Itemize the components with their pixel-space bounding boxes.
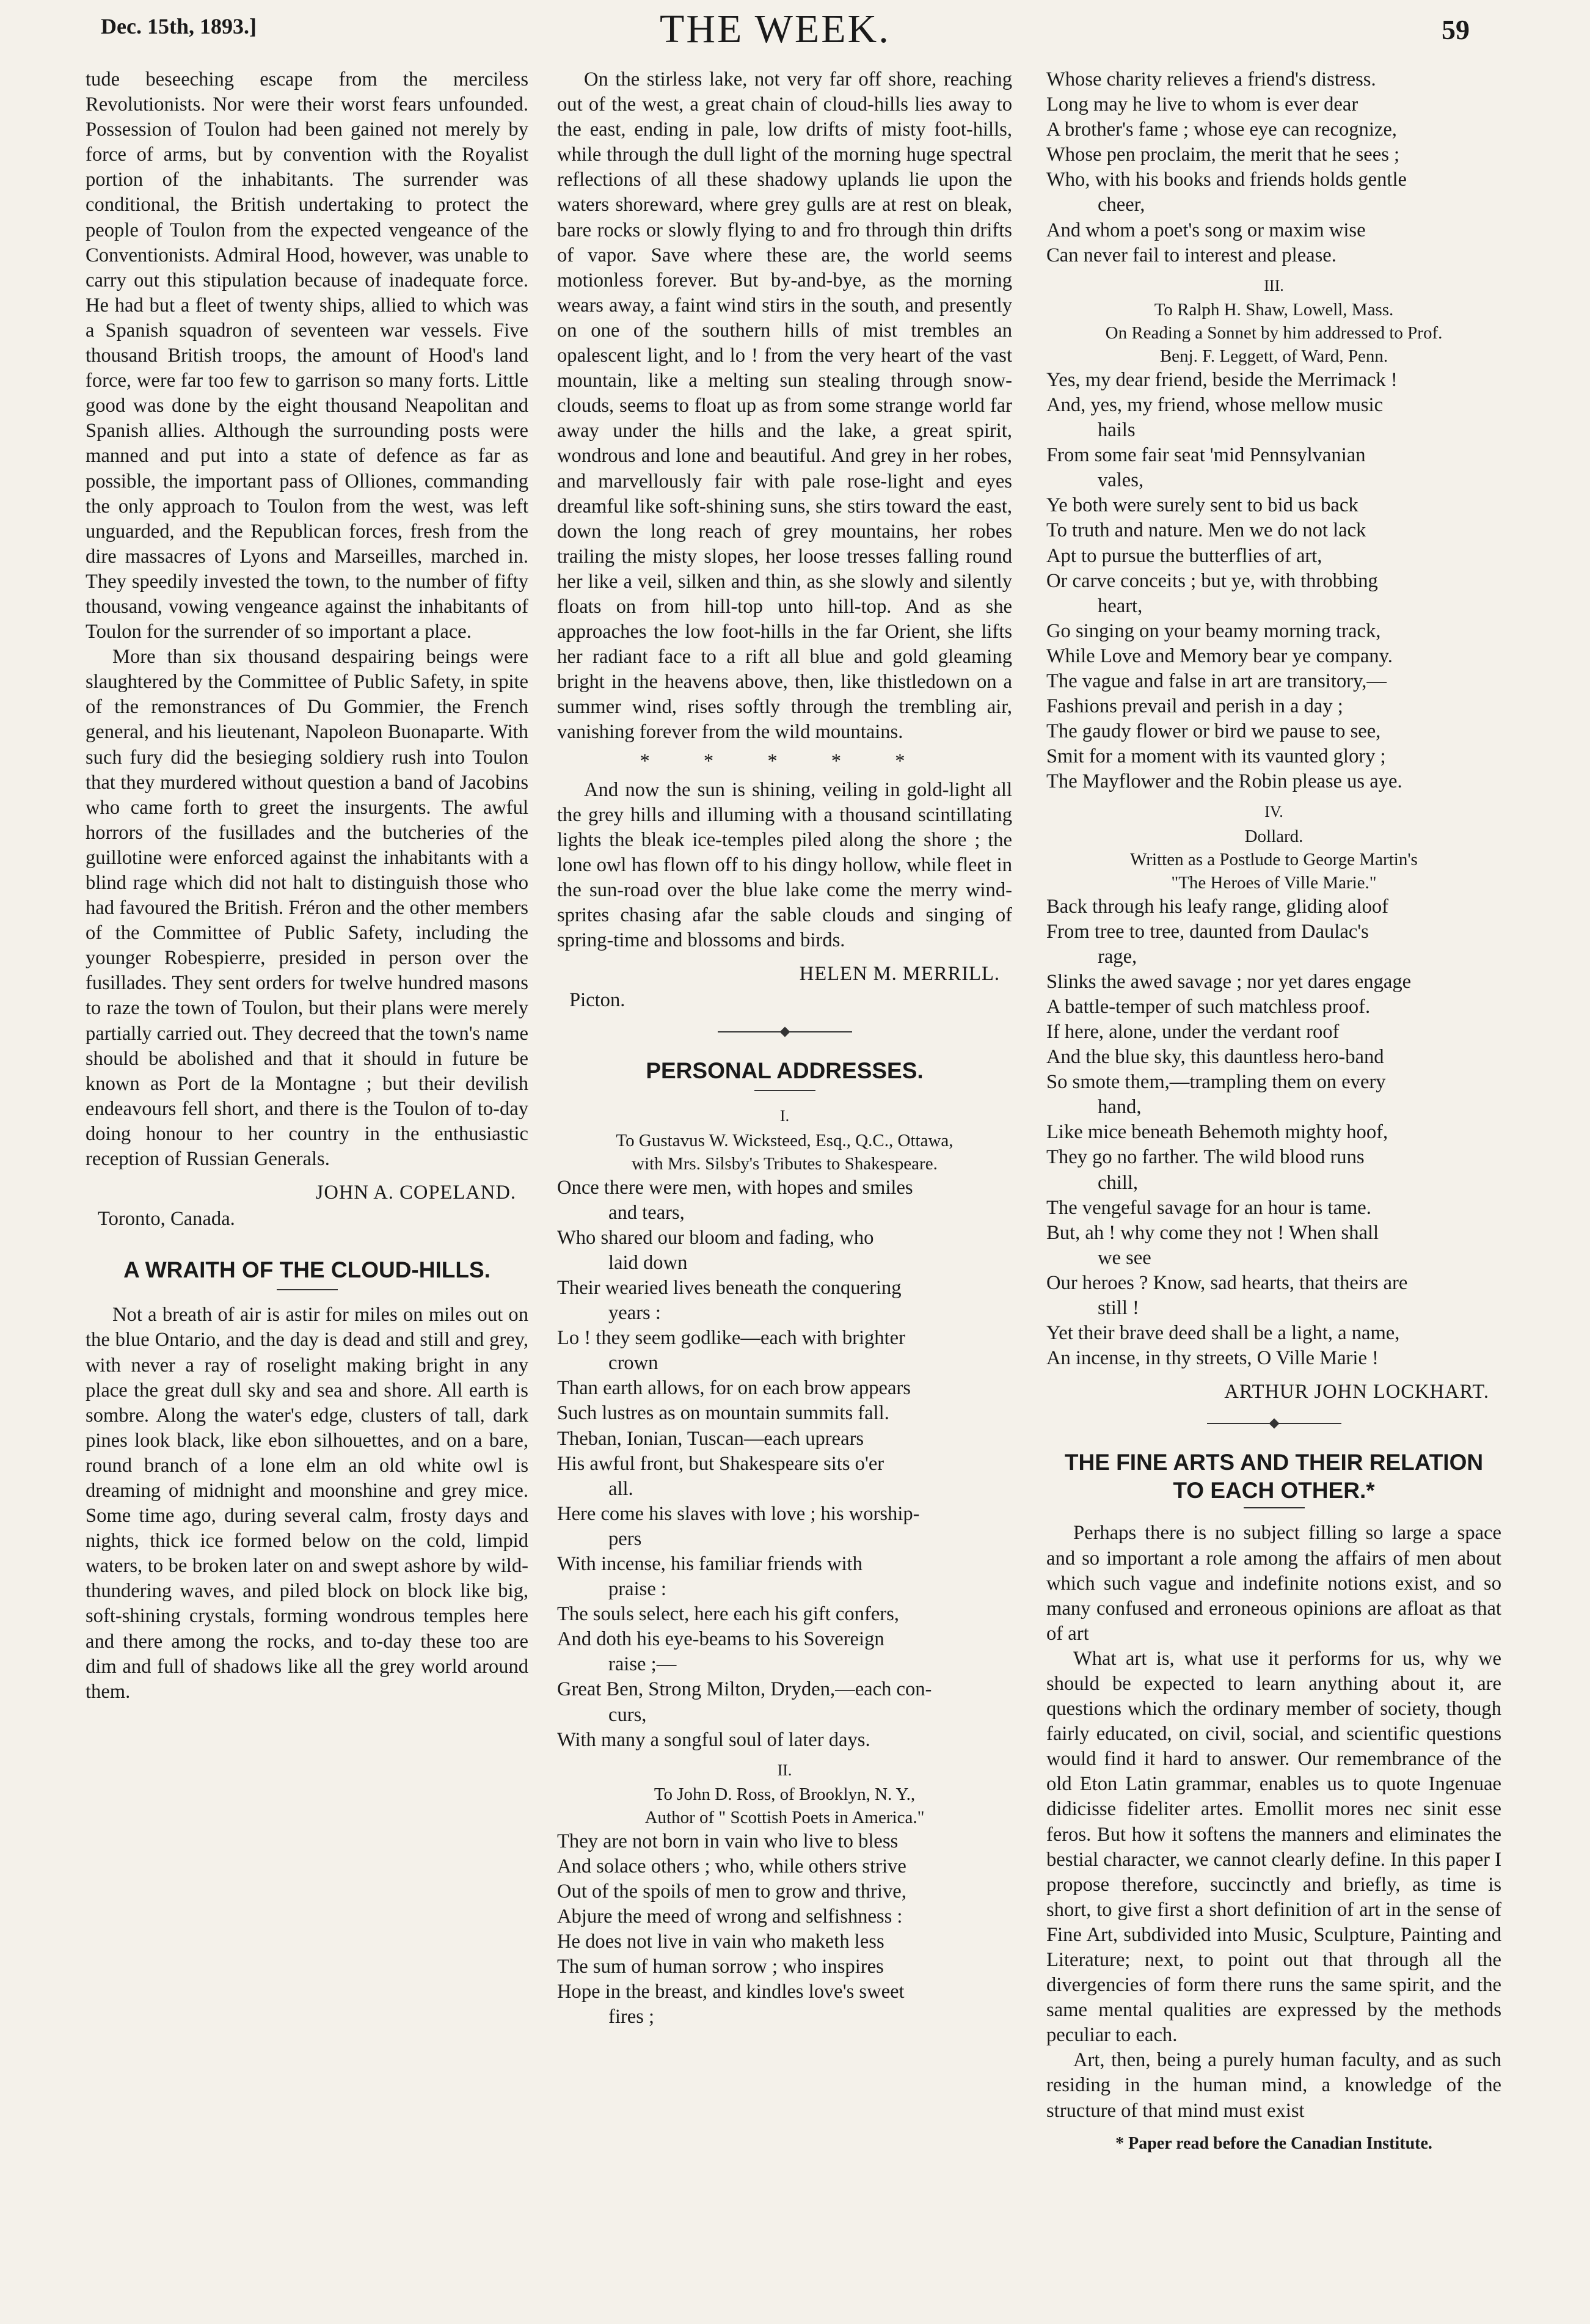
author-signature: JOHN A. COPELAND.: [315, 1182, 516, 1204]
wraith-paragraph-3: And now the sun is shining, veiling in gold-light all the grey hills and illuming with a thousand scintillating lights the bleak ice-temples piled along the shore ; the lone owl has flown off to his dingy hollow, while fleet in the sun-road over the blue lake come the merry wind-sprites chasing afar the sable clouds and singing of spring-time and blossoms and birds.: [557, 778, 1012, 952]
title-rule: [277, 1289, 338, 1290]
fine-arts-paragraph-1: Perhaps there is no subject filling so large a space and so important a role among the affairs of men about which such vague and indefinite notions exist, and so many confused and erroneous opinions are afloat as that of art: [1046, 1522, 1501, 1645]
poem-line: A battle-temper of such matchless proof.: [1046, 995, 1371, 1018]
section-title-fine-arts: [1046, 1449, 1501, 1505]
poem-2-continued: [1046, 67, 1501, 268]
poem-line: Or carve conceits ; but ye, with throbbing: [1046, 569, 1378, 592]
poem-numeral: III.: [1264, 276, 1284, 294]
poem-line: He does not live in vain who maketh less: [557, 1931, 884, 1953]
poem-line: crown: [608, 1352, 658, 1375]
poem-line: An incense, in thy streets, O Ville Marie !: [1046, 1347, 1379, 1370]
poem-line: From some fair seat 'mid Pennsylvanian: [1046, 444, 1366, 467]
author-place: Toronto, Canada.: [98, 1208, 235, 1230]
toulon-paragraph-1: tude beseeching escape from the merciless Revolutionists. Nor were their worst fears unfounded. Possession of Toulon had been gained not merely by force of arms, but by convention with the Royalist portion of the inhabitants. The surrender was conditional, the British undertaking to protect the people of Toulon from the expected vengeance of the Conventionists. Admiral Hood, however, was unable to carry out this stipulation because of inadequate force. He had but a fleet of twenty ships, allied to which was a Spanish squadron of seventeen war vessels. Five thousand British troops, the amount of Hood's land force, were far too few to garrison so many forts. Little good was done by the eight thousand Neapolitan and Spanish allies. Although the surrounding posts were manned and put into a state of defence as far as possible, the important pass of Olliones, commanding the only approach to Toulon from the west, was left unguarded, and the Republican forces, fresh from the dire massacres of Lyons and Marseilles, marched in. They speedily invested the town, to the number of fifty thousand, vowing vengeance against the inhabitants of Toulon for the surrender of so important a place.: [86, 68, 528, 643]
poem-dedication: Written as a Postlude to George Martin's: [1130, 849, 1418, 869]
poem-line: Fashions prevail and perish in a day ;: [1046, 695, 1343, 718]
poem-line: With many a songful soul of later days.: [557, 1728, 870, 1751]
poem-line: The souls select, here each his gift confers,: [557, 1603, 899, 1626]
poem-line: Long may he live to whom is ever dear: [1046, 93, 1358, 116]
poem-line: Can never fail to interest and please.: [1046, 244, 1337, 266]
section-divider: [718, 1031, 852, 1032]
poem-line: Great Ben, Strong Milton, Dryden,—each con-: [557, 1678, 932, 1701]
poem-line: Theban, Ionian, Tuscan—each uprears: [557, 1427, 864, 1450]
poem-line: And, yes, my friend, whose mellow music: [1046, 393, 1384, 416]
poem-line: His awful front, but Shakespeare sits o'er: [557, 1452, 884, 1475]
section-title-line-2: TO EACH OTHER.*: [1173, 1478, 1375, 1504]
poem-dedication: To Gustavus W. Wicksteed, Esq., Q.C., Ottawa,: [616, 1130, 954, 1150]
wraith-paragraph-2: On the stirless lake, not very far off shore, reaching out of the west, a great chain of cloud-hills lies away to the east, ending in pale, low drifts of misty foot-hills, while through the dull light of the morning huge spectral reflections of all these shadowy uplands lie upon the waters shoreward, where grey gulls are at rest on bleak, bare rocks or slowly flying to and fro through thin drifts of vapor. Save where these are, the world seems motionless forever. But by-and-bye, as the morning wears away, a faint wind stirs in the south, and presently on one of the southern hills of mist trembles an opalescent light, and lo ! from the very heart of the vast mountain, like a melting sun stealing through snow-clouds, seems to float up as from some strange world far away under the hills and the lake, a great spirit, wondrous and lone and beautiful. And grey in her robes, and marvellously fair with pale rose-light and eyes dreamful like soft-shining suns, she stirs toward the east, down the long reach of grey mountains, her robes trailing the misty slopes, her loose tresses falling round her like a veil, silken and thin, as she slowly and silently floats on from hill-top unto hill-top. And as she approaches the low foot-hills in the far Orient, she lifts her radiant face to a rift all blue and gold gleaming bright in the heavens above, then, like thistledown on a summer wind, rises softly through the trembling air, vanishing forever from the wild mountains.: [557, 68, 1012, 744]
poem-line: The vague and false in art are transitory,—: [1046, 670, 1387, 692]
poem-numeral: I.: [779, 1107, 790, 1125]
poem-line: still !: [1098, 1297, 1139, 1320]
poem-2: [557, 1829, 1012, 2030]
poem-line: hand,: [1098, 1096, 1142, 1119]
poem-3: [1046, 368, 1501, 795]
fine-arts-paragraph-2: What art is, what use it performs for us, why we should be expected to learn anything about it, are questions which the ordinary member of society, though fairly educated, on civil, social, and scientific questions would find it hard to answer. Our remembrance of the old Eton Latin grammar, enables us to quote Ingenuae didicisse fideliter artes. Emollit mores nec sinit esse feros. But how it softens the manners and eliminates the bestial character, we cannot clearly define. In this paper I propose therefore, succinctly and briefly, as time is short, to give first a short definition of art in the sense of Fine Art, subdivided into Music, Sculpture, Painting and Literature; next, to point out that through all the divergencies of form there runs the same spirit, and the same mental qualities are expressed by the methods peculiar to each.: [1046, 1647, 1501, 2047]
section-title-wraith: A WRAITH OF THE CLOUD-HILLS.: [123, 1257, 490, 1283]
poem-line: A brother's fame ; whose eye can recognize,: [1046, 119, 1397, 141]
poem-line: Yet their brave deed shall be a light, a name,: [1046, 1322, 1400, 1345]
section-title-addresses: PERSONAL ADDRESSES.: [646, 1058, 924, 1084]
poem-4: [1046, 894, 1501, 1372]
poem-line: raise ;—: [608, 1653, 677, 1676]
title-rule: [754, 1090, 815, 1091]
poem-line: laid down: [608, 1251, 688, 1274]
poem-line: Hope in the breast, and kindles love's sweet: [557, 1981, 905, 2003]
poem-line: And whom a poet's song or maxim wise: [1046, 219, 1366, 241]
poem-line: So smote them,—trampling them on every: [1046, 1071, 1386, 1094]
poem-line: chill,: [1098, 1171, 1139, 1194]
poem-line: They go no farther. The wild blood runs: [1046, 1146, 1365, 1169]
footnote: * Paper read before the Canadian Institute.: [1115, 2133, 1432, 2153]
page-header: [0, 0, 1590, 61]
poem-line: And doth his eye-beams to his Sovereign: [557, 1628, 884, 1651]
poem-numeral: II.: [777, 1761, 792, 1779]
poem-line: While Love and Memory bear ye company.: [1046, 645, 1393, 667]
poem-line: Back through his leafy range, gliding aloof: [1046, 895, 1389, 918]
poem-line: The gaudy flower or bird we pause to see,: [1046, 720, 1381, 743]
poem-line: Out of the spoils of men to grow and thrive,: [557, 1880, 906, 1902]
column-2: [557, 67, 1012, 2030]
poem-line: The Mayflower and the Robin please us aye.: [1046, 770, 1402, 793]
poem-line: Whose pen proclaim, the merit that he sees ;: [1046, 144, 1400, 166]
poem-line: fires ;: [608, 2006, 655, 2028]
column-3: [1046, 67, 1501, 2156]
poem-line: cheer,: [1098, 194, 1145, 216]
poem-title: Dollard.: [1244, 826, 1304, 846]
page-number: 59: [1442, 14, 1470, 45]
poem-line: Than earth allows, for on each brow appears: [557, 1377, 911, 1400]
poem-numeral: IV.: [1264, 803, 1283, 821]
poem-dedication: On Reading a Sonnet by him addressed to Prof.: [1105, 323, 1443, 343]
poem-line: heart,: [1098, 594, 1143, 617]
poem-line: Apt to pursue the butterflies of art,: [1046, 544, 1322, 567]
poem-line: To truth and nature. Men we do not lack: [1046, 519, 1366, 542]
poem-line: Go singing on your beamy morning track,: [1046, 619, 1381, 642]
poem-line: all.: [608, 1477, 633, 1500]
poem-line: The sum of human sorrow ; who inspires: [557, 1956, 884, 1978]
poem-line: hails: [1098, 419, 1136, 442]
poem-line: we see: [1098, 1246, 1151, 1269]
section-stars: * * * * *: [640, 750, 930, 772]
poem-line: And solace others ; who, while others strive: [557, 1855, 906, 1877]
poem-line: Slinks the awed savage ; nor yet dares engage: [1046, 970, 1412, 993]
poem-line: Here come his slaves with love ; his worship-: [557, 1502, 920, 1525]
poem-line: But, ah ! why come they not ! When shall: [1046, 1221, 1379, 1244]
poem-line: Once there were men, with hopes and smiles: [557, 1176, 913, 1199]
poem-line: With incense, his familiar friends with: [557, 1552, 862, 1575]
poem-dedication: "The Heroes of Ville Marie.": [1171, 872, 1377, 893]
toulon-paragraph-2: More than six thousand despairing beings were slaughtered by the Committee of Public Safety, in spite of the remonstrances of Du Gommier, the French general, and his lieutenant, Napoleon Buonaparte. With such fury did the besieging soldiery rush into Toulon that they murdered without question a band of Jacobins who came forth to greet the insurgents. The awful horrors of the fusillades and the butcheries of the guillotine were enforced against the inhabitants with a blind rage which did not halt to distinguish those who had favoured the British. Fréron and the other members of the Committee of Public Safety, including the younger Robespierre, presided in person over the fusillades. They sent orders for twelve hundred masons to raze the town of Toulon, but their plans were merely partially carried out. They decreed that the town's name should be abolished and that it should in future be known as Port de la Montagne ; but their devilish endeavours fell short, and there is the Toulon of to-day doing honour to her country in the enthusiastic reception of Russian Generals.: [86, 646, 528, 1171]
poem-line: Their wearied lives beneath the conquering: [557, 1276, 902, 1299]
poem-dedication: Author of " Scottish Poets in America.": [644, 1807, 925, 1827]
author-place: Picton.: [569, 989, 625, 1012]
poem-line: and tears,: [608, 1201, 685, 1224]
poem-line: From tree to tree, daunted from Daulac's: [1046, 920, 1369, 943]
poem-line: And the blue sky, this dauntless hero-band: [1046, 1046, 1384, 1069]
poem-line: years :: [608, 1302, 661, 1325]
poem-line: pers: [608, 1527, 642, 1550]
author-signature: ARTHUR JOHN LOCKHART.: [1224, 1381, 1489, 1403]
poem-line: Who shared our bloom and fading, who: [557, 1226, 874, 1249]
poem-line: Smit for a moment with its vaunted glory ;: [1046, 745, 1386, 768]
poem-line: rage,: [1098, 945, 1137, 968]
poem-dedication: To Ralph H. Shaw, Lowell, Mass.: [1154, 299, 1394, 320]
section-divider: [1207, 1423, 1341, 1424]
poem-line: curs,: [608, 1703, 647, 1726]
poem-line: Lo ! they seem godlike—each with brighter: [557, 1327, 905, 1350]
poem-line: Abjure the meed of wrong and selfishness :: [557, 1906, 903, 1928]
poem-line: vales,: [1098, 469, 1144, 492]
poem-1: [557, 1175, 1012, 1753]
poem-line: Whose charity relieves a friend's distress.: [1046, 68, 1376, 90]
poem-line: Such lustres as on mountain summits fall.: [557, 1402, 889, 1425]
poem-line: They are not born in vain who live to bless: [557, 1830, 899, 1852]
section-title-line-1: THE FINE ARTS AND THEIR RELATION: [1064, 1450, 1484, 1475]
fine-arts-paragraph-3: Art, then, being a purely human faculty, and as such residing in the human mind, a knowledge of the structure of that mind must exist: [1046, 2049, 1501, 2122]
poem-line: praise :: [608, 1578, 666, 1601]
poem-dedication: To John D. Ross, of Brooklyn, N. Y.,: [654, 1784, 916, 1804]
poem-line: Yes, my dear friend, beside the Merrimack !: [1046, 368, 1398, 391]
poem-line: Ye both were surely sent to bid us back: [1046, 494, 1358, 517]
poem-dedication: with Mrs. Silsby's Tributes to Shakespeare.: [632, 1153, 938, 1174]
masthead-title: THE WEEK.: [660, 7, 891, 51]
poem-dedication: Benj. F. Leggett, of Ward, Penn.: [1159, 346, 1388, 366]
poem-line: Who, with his books and friends holds gentle: [1046, 169, 1407, 191]
author-signature: HELEN M. MERRILL.: [799, 963, 1000, 985]
column-1: [86, 67, 528, 1705]
poem-line: Like mice beneath Behemoth mighty hoof,: [1046, 1121, 1388, 1144]
title-rule: [1244, 1507, 1305, 1508]
poem-line: The vengeful savage for an hour is tame.: [1046, 1196, 1371, 1219]
poem-line: Our heroes ? Know, sad hearts, that theirs are: [1046, 1271, 1408, 1294]
poem-line: If here, alone, under the verdant roof: [1046, 1021, 1340, 1043]
wraith-paragraph-1: Not a breath of air is astir for miles on miles out on the blue Ontario, and the day is dead and still and grey, with never a ray of roselight making bright in any place the great dull sky and sea and shore. All earth is sombre. Along the water's edge, clusters of tall, dark pines look black, like ebon silhouettes, and on a bare, round branch of a lone elm an old white owl is dreaming of midnight and moonshine and grey mice. Some time ago, during several calm, frosty days and nights, thick ice formed below on the cold, limpid waters, to be broken later on and swept ashore by wild-thundering waves, and piled block on block like big, soft-shining crystals, forming wondrous temples here and there among the rocks, and to-day these too are dim and full of shadows like all the grey world around them.: [86, 1304, 528, 1703]
issue-date: Dec. 15th, 1893.]: [101, 14, 257, 38]
